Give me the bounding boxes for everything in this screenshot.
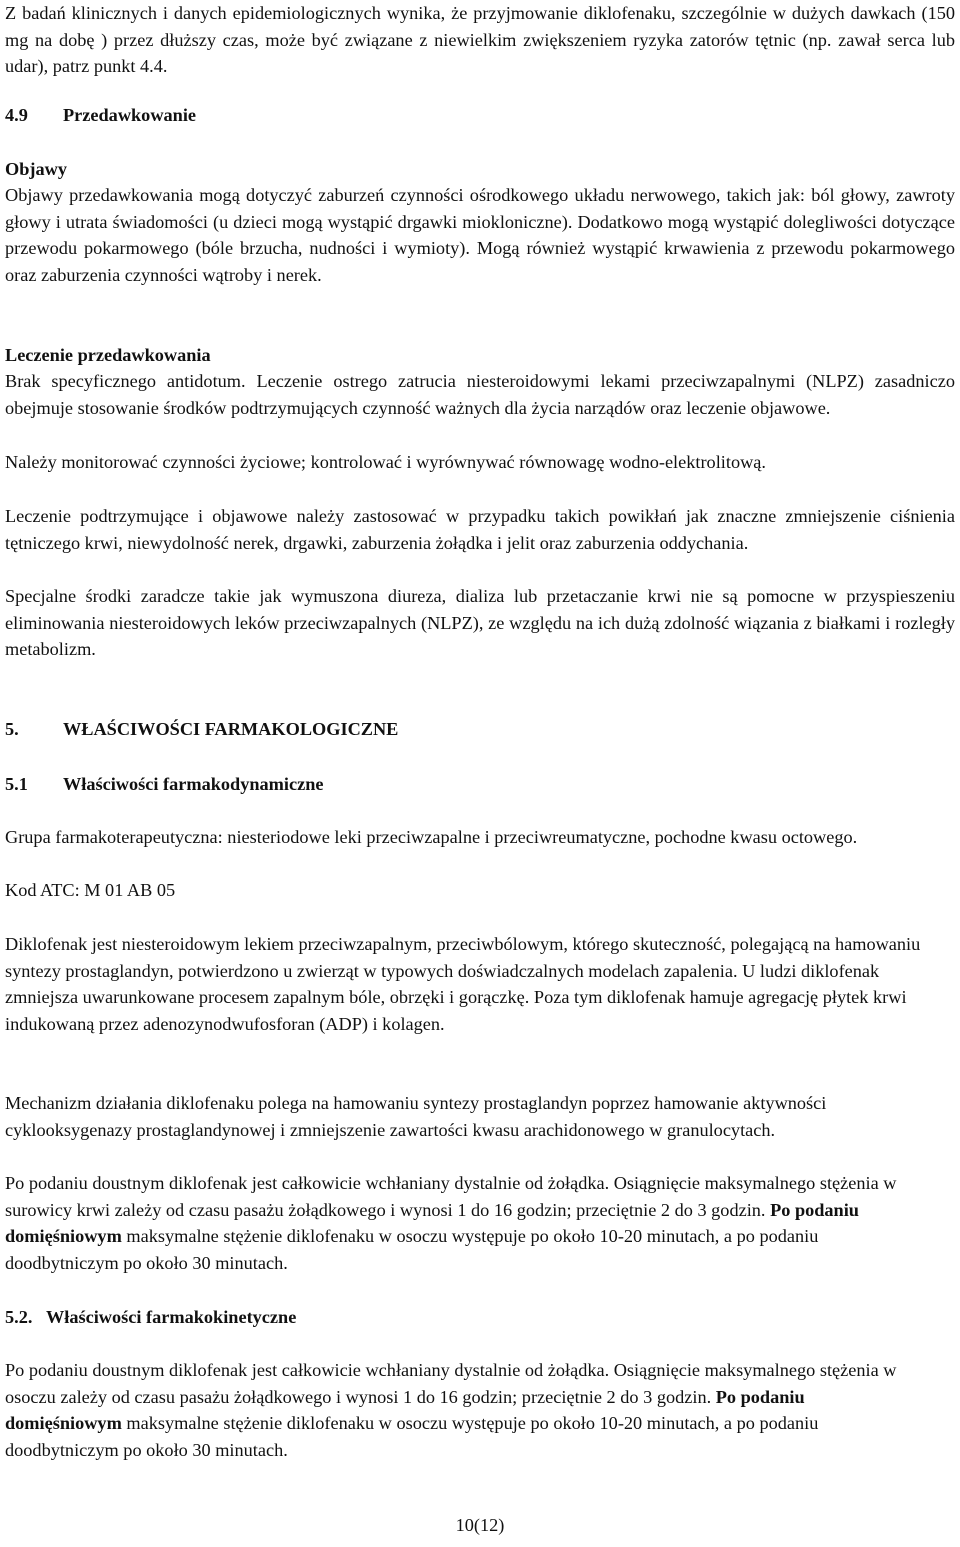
atc-code: Kod ATC: M 01 AB 05	[5, 880, 176, 900]
leczenie-paragraph-1: Brak specyficznego antidotum. Leczenie ostrego zatrucia niesteroidowymi lekami przeciwzapalnymi (NLPZ) zasadniczo obejmuje stosowanie środków podtrzymujących czynność ważnych dla życia narządów oraz leczenie objawowe.	[5, 371, 955, 418]
text-run: Po podaniu doustnym diklofenak jest całkowicie wchłaniany dystalnie od żołądka. Osiągnięcie maksymalnego stężenia w surowicy krwi zależy od czasu pasażu żołądkowego i wynosi 1 do 16 godzin; przeciętnie 2 do 3 godzin.	[5, 1173, 897, 1220]
objawy-heading: Objawy	[5, 159, 67, 179]
section-number: 4.9	[5, 105, 28, 125]
farmakokinetyka-paragraph	[5, 1357, 905, 1463]
section-title: Przedawkowanie	[63, 105, 197, 125]
section-number: 5.2.	[5, 1307, 33, 1327]
section-5-1-heading	[5, 771, 323, 798]
section-4-9-heading	[5, 102, 196, 129]
text-run: maksymalne stężenie diklofenaku w osoczu występuje po około 10-20 minutach, a po podaniu doodbytniczym po około 30 minutach.	[5, 1226, 819, 1273]
page-number: 10(12)	[455, 1515, 505, 1535]
leczenie-paragraph-3: Leczenie podtrzymujące i objawowe należy zastosować w przypadku takich powikłań jak znaczne zmniejszenie ciśnienia tętniczego krwi, niewydolność nerek, drgawki, zaburzenia żołądka i jelit oraz zaburzenia oddychania.	[5, 506, 955, 553]
intro-paragraph: Z badań klinicznych i danych epidemiologicznych wynika, że przyjmowanie diklofenaku, szczególnie w dużych dawkach (150 mg na dobę ) przez dłuższy czas, może być związane z niewielkim zwiększeniem ryzyka zatorów tętnic (np. zawał serca lub udar), patrz punkt 4.4.	[5, 3, 955, 77]
section-5-2-heading	[5, 1304, 296, 1331]
farmakodynamika-paragraph-3	[5, 1170, 905, 1276]
section-title: Właściwości farmakodynamiczne	[63, 774, 324, 794]
farmakodynamika-paragraph-1: Diklofenak jest niesteroidowym lekiem przeciwzapalnym, przeciwbólowym, którego skuteczność, polegającą na hamowaniu syntezy prostaglandyn, potwierdzono u zwierząt w typowych doświadczalnych modelach zapalenia. U ludzi diklofenak zmniejsza uwarunkowane procesem zapalnym bóle, obrzęki i gorączkę. Poza tym diklofenak hamuje agregację płytek krwi indukowaną przez adenozynodwufosforan (ADP) i kolagen.	[5, 934, 921, 1034]
text-run: maksymalne stężenie diklofenaku w osoczu występuje po około 10-20 minutach, a po podaniu doodbytniczym po około 30 minutach.	[5, 1413, 819, 1460]
farmakodynamika-paragraph-2: Mechanizm działania diklofenaku polega na hamowaniu syntezy prostaglandyn poprzez hamowanie aktywności cyklooksygenazy prostaglandynowej i zmniejszenie zawartości kwasu arachidonowego w granulocytach.	[5, 1093, 827, 1140]
objawy-paragraph: Objawy przedawkowania mogą dotyczyć zaburzeń czynności ośrodkowego układu nerwowego, takich jak: ból głowy, zawroty głowy i utrata świadomości (u dzieci mogą wystąpić drgawki miokloniczne). Dodatkowo mogą wystąpić dolegliwości dotyczące przewodu pokarmowego (bóle brzucha, nudności i wymioty). Mogą również wystąpić krwawienia z przewodu pokarmowego oraz zaburzenia czynności wątroby i nerek.	[5, 185, 955, 285]
bold-run: Po podaniu domięśniowym	[5, 1199, 859, 1247]
leczenie-paragraph-2: Należy monitorować czynności życiowe; kontrolować i wyrównywać równowagę wodno-elektrolitową.	[5, 452, 766, 472]
section-5-heading	[5, 716, 398, 743]
leczenie-paragraph-4: Specjalne środki zaradcze takie jak wymuszona diureza, dializa lub przetaczanie krwi nie są pomocne w przyspieszeniu eliminowania niesteroidowych leków przeciwzapalnych (NLPZ), ze względu na ich dużą zdolność wiązania z białkami i rozległy metabolizm.	[5, 586, 955, 660]
grupa-paragraph: Grupa farmakoterapeutyczna: niesteriodowe leki przeciwzapalne i przeciwreumatyczne, pochodne kwasu octowego.	[5, 827, 858, 847]
section-title: WŁAŚCIWOŚCI FARMAKOLOGICZNE	[63, 719, 399, 739]
text-run: Po podaniu doustnym diklofenak jest całkowicie wchłaniany dystalnie od żołądka. Osiągnięcie maksymalnego stężenia w osoczu zależy od czasu pasażu żołądkowego i wynosi 1 do 16 godzin; przeciętnie 2 do 3 godzin.	[5, 1360, 897, 1407]
leczenie-heading: Leczenie przedawkowania	[5, 345, 211, 365]
section-title: Właściwości farmakokinetyczne	[46, 1307, 297, 1327]
section-number: 5.1	[5, 774, 28, 794]
section-number: 5.	[5, 719, 19, 739]
bold-run: Po podaniu domięśniowym	[5, 1386, 805, 1434]
